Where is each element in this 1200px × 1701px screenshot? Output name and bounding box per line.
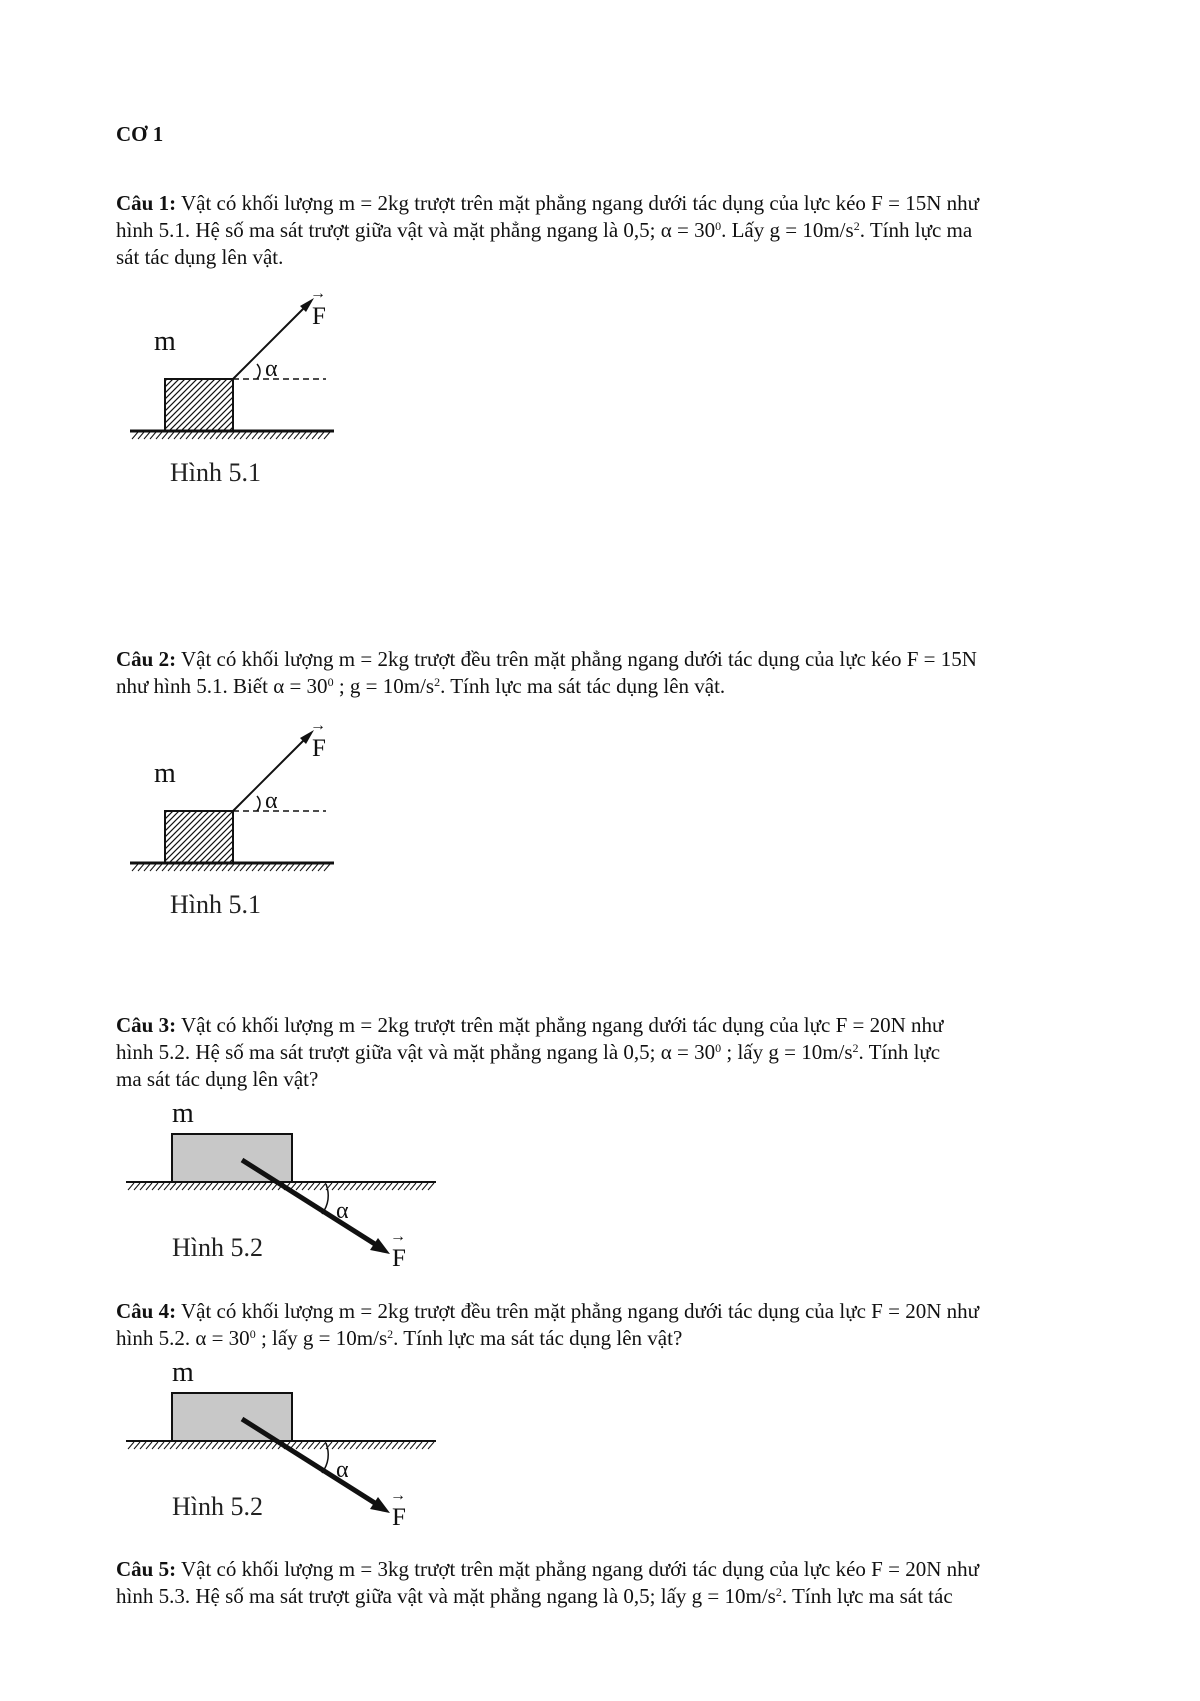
question-label: Câu 5: bbox=[116, 1557, 177, 1581]
vector-arrow-icon: → bbox=[390, 1487, 406, 1504]
question-text: . Tính lực ma sát tác bbox=[781, 1584, 953, 1608]
figure-5-1-repeat bbox=[120, 702, 350, 932]
page-title: CƠ 1 bbox=[116, 122, 164, 146]
superscript: 0 bbox=[327, 675, 334, 689]
question-text: hình 5.1. Hệ số ma sát trượt giữa vật và mặt phẳng ngang là 0,5; α = 30 bbox=[116, 218, 716, 242]
question-text: hình 5.2. Hệ số ma sát trượt giữa vật và mặt phẳng ngang là 0,5; α = 30 bbox=[116, 1040, 716, 1064]
question-text: Vật có khối lượng m = 2kg trượt trên mặt phẳng ngang dưới tác dụng của lực kéo F = 15N như bbox=[180, 191, 979, 215]
ground-hatch bbox=[132, 864, 330, 871]
question-text: . Tính lực ma sát tác dụng lên vật? bbox=[393, 1326, 683, 1350]
vector-arrow-icon: → bbox=[390, 1228, 406, 1245]
mass-label: m bbox=[172, 1357, 194, 1388]
angle-label: α bbox=[336, 1457, 349, 1483]
angle-label: α bbox=[265, 356, 278, 382]
angle-label: α bbox=[265, 788, 278, 814]
question-text: . Lấy g = 10m/s bbox=[721, 218, 854, 242]
question-text: sát tác dụng lên vật. bbox=[116, 245, 284, 269]
angle-label: α bbox=[336, 1198, 349, 1224]
superscript: 2 bbox=[775, 1585, 782, 1599]
force-label: F bbox=[312, 303, 326, 330]
question-label: Câu 3: bbox=[116, 1013, 177, 1037]
superscript: 0 bbox=[715, 219, 722, 233]
angle-arc bbox=[257, 796, 260, 811]
question-text: hình 5.3. Hệ số ma sát trượt giữa vật và mặt phẳng ngang là 0,5; lấy g = 10m/s bbox=[116, 1584, 776, 1608]
question-text: Vật có khối lượng m = 2kg trượt trên mặt phẳng ngang dưới tác dụng của lực F = 20N như bbox=[180, 1013, 944, 1037]
force-label: F bbox=[312, 735, 326, 762]
superscript: 2 bbox=[852, 1041, 859, 1055]
question-text: . Tính lực ma sát tác dụng lên vật. bbox=[440, 674, 726, 698]
superscript: 0 bbox=[249, 1327, 256, 1341]
block bbox=[172, 1134, 292, 1182]
mass-label: m bbox=[154, 326, 176, 357]
ground-hatch bbox=[132, 432, 330, 439]
superscript: 2 bbox=[387, 1327, 394, 1341]
question-text: Vật có khối lượng m = 3kg trượt trên mặt phẳng ngang dưới tác dụng của lực kéo F = 20N như bbox=[180, 1557, 979, 1581]
question-label: Câu 4: bbox=[116, 1299, 177, 1323]
question-label: Câu 2: bbox=[116, 647, 177, 671]
figure-caption: Hình 5.2 bbox=[172, 1492, 263, 1521]
question-4 bbox=[116, 1298, 1116, 1352]
block bbox=[165, 379, 233, 431]
vector-arrow-icon: → bbox=[310, 717, 326, 734]
superscript: 2 bbox=[434, 675, 441, 689]
force-label: F bbox=[392, 1504, 406, 1531]
question-text: Vật có khối lượng m = 2kg trượt đều trên mặt phẳng ngang dưới tác dụng của lực kéo F = 15N bbox=[180, 647, 977, 671]
block bbox=[165, 811, 233, 863]
question-text: ; g = 10m/s bbox=[333, 674, 435, 698]
force-label: F bbox=[392, 1245, 406, 1272]
mass-label: m bbox=[172, 1098, 194, 1129]
superscript: 2 bbox=[853, 219, 860, 233]
question-text: như hình 5.1. Biết α = 30 bbox=[116, 674, 328, 698]
question-text: hình 5.2. α = 30 bbox=[116, 1326, 250, 1350]
figure-5-2 bbox=[118, 1098, 448, 1278]
question-5 bbox=[116, 1556, 1116, 1610]
question-text: ; lấy g = 10m/s bbox=[721, 1040, 853, 1064]
block bbox=[172, 1393, 292, 1441]
question-text: . Tính lực bbox=[858, 1040, 941, 1064]
question-text: ma sát tác dụng lên vật? bbox=[116, 1067, 319, 1091]
question-text: Vật có khối lượng m = 2kg trượt đều trên mặt phẳng ngang dưới tác dụng của lực F = 20N như bbox=[180, 1299, 979, 1323]
figure-caption: Hình 5.1 bbox=[170, 890, 261, 919]
question-text: ; lấy g = 10m/s bbox=[255, 1326, 388, 1350]
mass-label: m bbox=[154, 758, 176, 789]
figure-5-1 bbox=[120, 270, 350, 500]
question-2 bbox=[116, 646, 1116, 700]
angle-arc bbox=[257, 364, 260, 379]
question-1 bbox=[116, 190, 1116, 271]
figure-5-2-repeat bbox=[118, 1357, 448, 1537]
figure-caption: Hình 5.1 bbox=[170, 458, 261, 487]
question-3 bbox=[116, 1012, 1116, 1093]
question-label: Câu 1: bbox=[116, 191, 177, 215]
question-text: . Tính lực ma bbox=[859, 218, 973, 242]
superscript: 0 bbox=[715, 1041, 722, 1055]
figure-caption: Hình 5.2 bbox=[172, 1233, 263, 1262]
vector-arrow-icon: → bbox=[310, 285, 326, 302]
